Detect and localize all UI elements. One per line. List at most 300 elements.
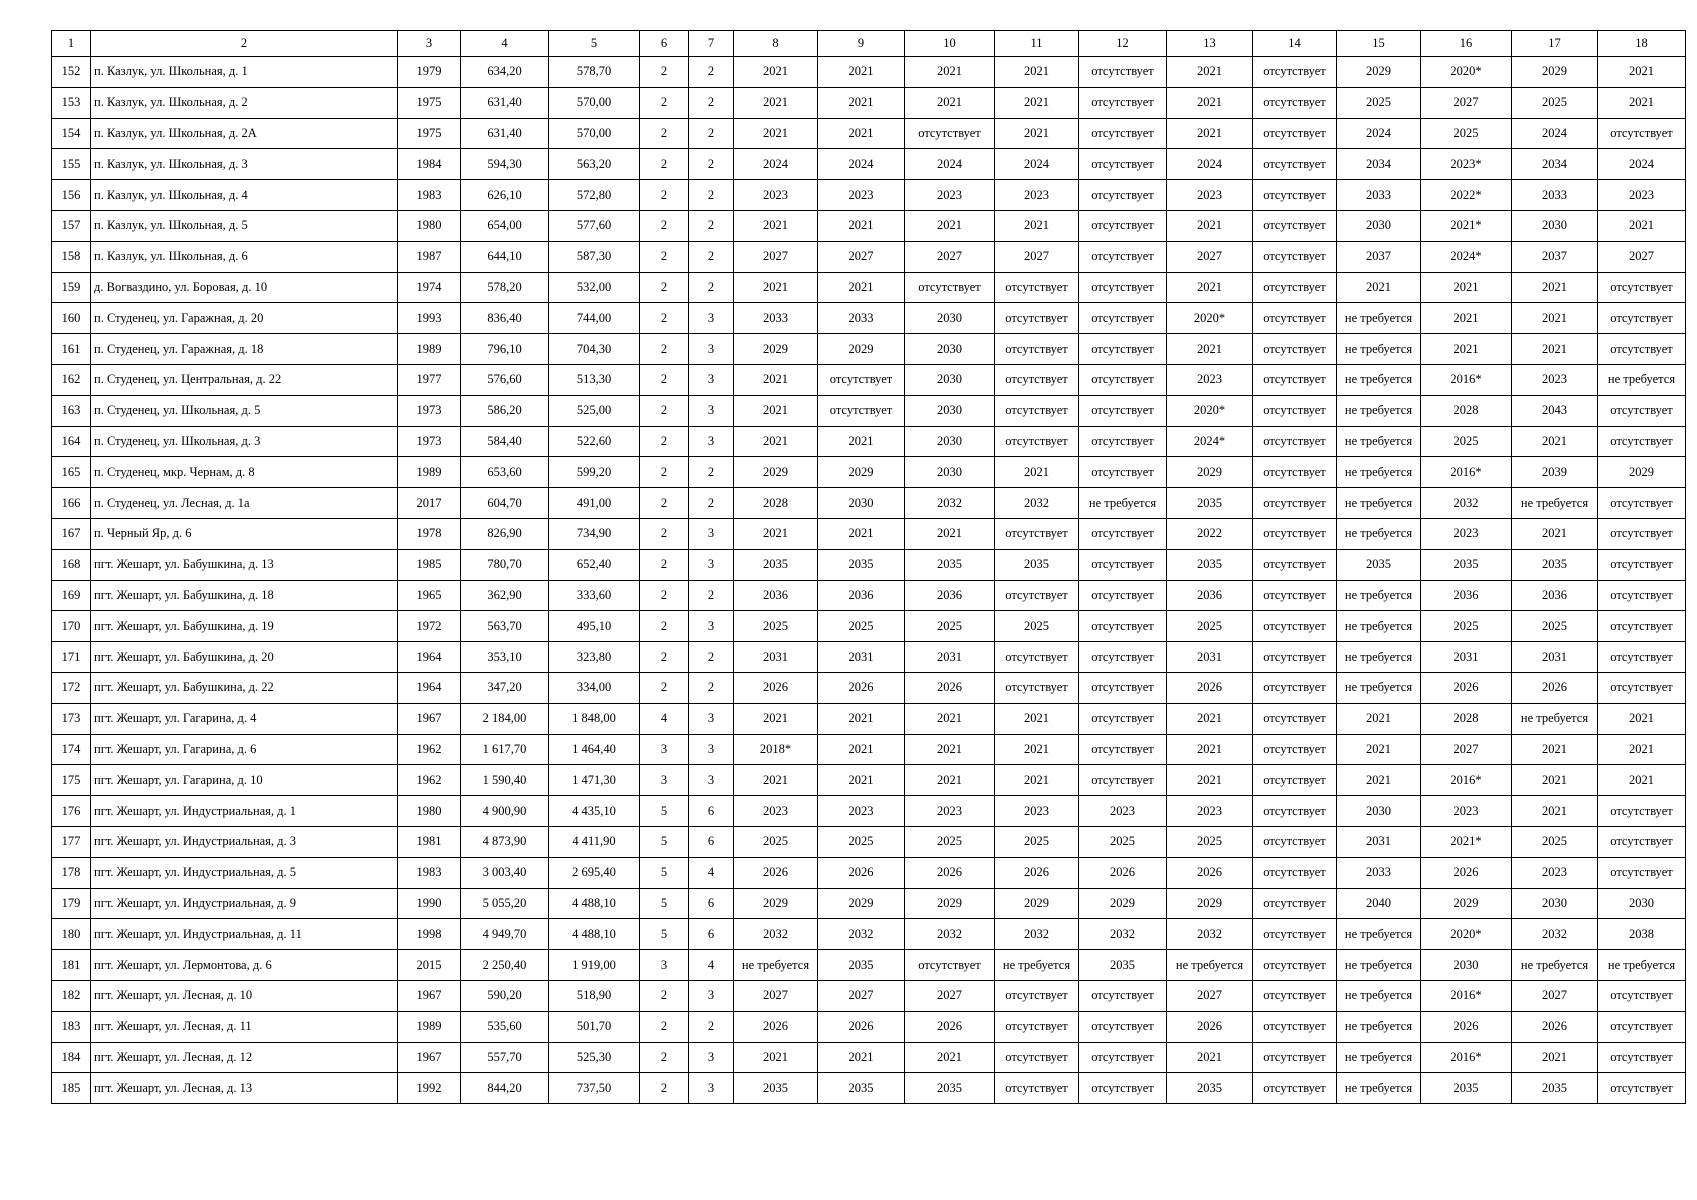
table-cell: 6	[689, 826, 734, 857]
table-cell: не требуется	[1598, 364, 1686, 395]
table-cell: 2036	[1512, 580, 1598, 611]
table-cell: отсутствует	[1079, 980, 1167, 1011]
table-cell: 3	[689, 334, 734, 365]
table-cell: 1 617,70	[461, 734, 549, 765]
table-row	[52, 950, 1686, 981]
table-cell: 1985	[398, 549, 461, 580]
table-cell: не требуется	[1337, 580, 1421, 611]
table-cell: 2029	[818, 457, 905, 488]
table-cell: 2021	[1337, 734, 1421, 765]
table-cell: 586,20	[461, 395, 549, 426]
table-cell: 2021	[1598, 703, 1686, 734]
table-cell: 2021	[995, 118, 1079, 149]
table-row	[52, 642, 1686, 673]
table-cell: отсутствует	[1253, 426, 1337, 457]
table-cell: 2	[689, 642, 734, 673]
table-cell: отсутствует	[818, 395, 905, 426]
table-cell: 3	[689, 518, 734, 549]
table-cell: 535,60	[461, 1011, 549, 1042]
table-row	[52, 703, 1686, 734]
table-cell: 2	[640, 488, 689, 519]
table-cell: 1967	[398, 703, 461, 734]
table-cell: не требуется	[1337, 919, 1421, 950]
table-cell: отсутствует	[995, 980, 1079, 1011]
column-header-10: 10	[905, 31, 995, 57]
table-cell: 2032	[1421, 488, 1512, 519]
table-cell: 1989	[398, 457, 461, 488]
table-cell: 836,40	[461, 303, 549, 334]
table-cell: отсутствует	[1079, 642, 1167, 673]
table-row	[52, 1011, 1686, 1042]
address-cell: п. Студенец, мкр. Чернам, д. 8	[91, 457, 398, 488]
table-cell: 578,20	[461, 272, 549, 303]
table-cell: 631,40	[461, 87, 549, 118]
table-cell: 2026	[1421, 1011, 1512, 1042]
table-cell: 2020*	[1167, 395, 1253, 426]
table-cell: 2021	[1167, 87, 1253, 118]
table-cell: 2025	[995, 611, 1079, 642]
table-cell: 2021	[1421, 272, 1512, 303]
table-cell: отсутствует	[995, 642, 1079, 673]
table-cell: 2021	[995, 57, 1079, 88]
table-cell: 2016*	[1421, 980, 1512, 1011]
table-cell: 2021	[818, 118, 905, 149]
table-cell: отсутствует	[1079, 272, 1167, 303]
table-cell: 1973	[398, 395, 461, 426]
table-cell: 1980	[398, 210, 461, 241]
table-cell: 1 471,30	[549, 765, 640, 796]
address-cell: п. Студенец, ул. Гаражная, д. 18	[91, 334, 398, 365]
address-cell: п. Студенец, ул. Школьная, д. 3	[91, 426, 398, 457]
table-cell: 2026	[1512, 1011, 1598, 1042]
table-cell: 744,00	[549, 303, 640, 334]
table-cell: отсутствует	[1598, 395, 1686, 426]
table-cell: отсутствует	[1598, 426, 1686, 457]
table-cell: 1983	[398, 857, 461, 888]
table-cell: отсутствует	[1598, 672, 1686, 703]
address-cell: пгт. Жешарт, ул. Гагарина, д. 6	[91, 734, 398, 765]
table-cell: 1981	[398, 826, 461, 857]
address-cell: пгт. Жешарт, ул. Бабушкина, д. 13	[91, 549, 398, 580]
address-cell: пгт. Жешарт, ул. Бабушкина, д. 19	[91, 611, 398, 642]
table-cell: 2	[640, 980, 689, 1011]
row-number-cell: 177	[52, 826, 91, 857]
table-cell: 1974	[398, 272, 461, 303]
table-cell: отсутствует	[1253, 180, 1337, 211]
table-cell: 2021	[734, 426, 818, 457]
table-cell: 653,60	[461, 457, 549, 488]
table-cell: 570,00	[549, 87, 640, 118]
table-cell: 513,30	[549, 364, 640, 395]
table-cell: 2030	[905, 334, 995, 365]
table-cell: отсутствует	[905, 272, 995, 303]
table-cell: 2030	[1512, 210, 1598, 241]
table-cell: не требуется	[1337, 518, 1421, 549]
table-row	[52, 57, 1686, 88]
table-cell: 2026	[995, 857, 1079, 888]
table-cell: 334,00	[549, 672, 640, 703]
column-header-7: 7	[689, 31, 734, 57]
table-cell: 2023	[1512, 857, 1598, 888]
table-cell: отсутствует	[1079, 1073, 1167, 1104]
table-row	[52, 1073, 1686, 1104]
table-cell: 2023	[1421, 796, 1512, 827]
table-cell: 2029	[734, 457, 818, 488]
row-number-cell: 166	[52, 488, 91, 519]
table-cell: отсутствует	[1253, 57, 1337, 88]
table-cell: 2026	[1079, 857, 1167, 888]
table-cell: 634,20	[461, 57, 549, 88]
table-cell: отсутствует	[1079, 241, 1167, 272]
table-cell: 2021	[734, 364, 818, 395]
table-cell: 5	[640, 888, 689, 919]
table-cell: отсутствует	[995, 334, 1079, 365]
table-cell: 2025	[1079, 826, 1167, 857]
table-cell: отсутствует	[995, 580, 1079, 611]
table-cell: 2030	[905, 457, 995, 488]
table-cell: 2023	[818, 180, 905, 211]
table-cell: 2030	[905, 303, 995, 334]
table-row	[52, 796, 1686, 827]
table-cell: отсутствует	[1253, 703, 1337, 734]
table-row	[52, 180, 1686, 211]
table-cell: 2034	[1512, 149, 1598, 180]
table-cell: 2	[640, 180, 689, 211]
table-cell: 2023	[995, 796, 1079, 827]
address-cell: пгт. Жешарт, ул. Бабушкина, д. 18	[91, 580, 398, 611]
table-cell: 2	[689, 118, 734, 149]
table-cell: 2025	[818, 826, 905, 857]
table-cell: 2032	[818, 919, 905, 950]
column-header-3: 3	[398, 31, 461, 57]
table-cell: 2025	[1167, 826, 1253, 857]
table-cell: 2024	[1512, 118, 1598, 149]
table-cell: отсутствует	[1253, 672, 1337, 703]
table-cell: отсутствует	[995, 303, 1079, 334]
table-cell: 2028	[734, 488, 818, 519]
table-cell: 2	[689, 457, 734, 488]
table-cell: 2021	[1512, 734, 1598, 765]
table-cell: 2024	[905, 149, 995, 180]
table-cell: 2021	[1167, 57, 1253, 88]
table-cell: отсутствует	[1253, 980, 1337, 1011]
row-number-cell: 174	[52, 734, 91, 765]
table-cell: 525,30	[549, 1042, 640, 1073]
table-cell: отсутствует	[1253, 642, 1337, 673]
table-cell: 2030	[818, 488, 905, 519]
table-cell: 2015	[398, 950, 461, 981]
table-cell: 2035	[905, 549, 995, 580]
table-cell: 2021	[818, 87, 905, 118]
table-cell: отсутствует	[1079, 87, 1167, 118]
table-cell: 2025	[734, 826, 818, 857]
table-cell: 2023	[1512, 364, 1598, 395]
table-cell: отсутствует	[1253, 580, 1337, 611]
table-cell: 604,70	[461, 488, 549, 519]
table-cell: отсутствует	[1598, 303, 1686, 334]
table-cell: 599,20	[549, 457, 640, 488]
table-cell: не требуется	[1337, 426, 1421, 457]
table-cell: 1972	[398, 611, 461, 642]
table-cell: 2026	[734, 672, 818, 703]
table-cell: 1998	[398, 919, 461, 950]
table-cell: 2023*	[1421, 149, 1512, 180]
table-cell: 2021	[818, 57, 905, 88]
table-cell: отсутствует	[1598, 549, 1686, 580]
table-cell: 734,90	[549, 518, 640, 549]
address-cell: пгт. Жешарт, ул. Индустриальная, д. 1	[91, 796, 398, 827]
table-cell: отсутствует	[1079, 426, 1167, 457]
table-cell: 1984	[398, 149, 461, 180]
address-cell: п. Студенец, ул. Гаражная, д. 20	[91, 303, 398, 334]
table-cell: отсутствует	[1253, 765, 1337, 796]
table-cell: 2021	[1598, 57, 1686, 88]
table-cell: 1983	[398, 180, 461, 211]
column-header-9: 9	[818, 31, 905, 57]
table-cell: отсутствует	[995, 364, 1079, 395]
table-row	[52, 272, 1686, 303]
table-cell: 2021	[818, 518, 905, 549]
table-cell: 2026	[734, 857, 818, 888]
address-cell: пгт. Жешарт, ул. Лесная, д. 11	[91, 1011, 398, 1042]
table-cell: отсутствует	[1253, 303, 1337, 334]
table-cell: 652,40	[549, 549, 640, 580]
table-cell: 2032	[995, 488, 1079, 519]
table-cell: 2	[640, 457, 689, 488]
table-cell: 626,10	[461, 180, 549, 211]
table-cell: 2021	[905, 1042, 995, 1073]
table-cell: 1 848,00	[549, 703, 640, 734]
column-header-15: 15	[1337, 31, 1421, 57]
row-number-cell: 175	[52, 765, 91, 796]
table-cell: 2	[689, 672, 734, 703]
table-cell: 2	[640, 303, 689, 334]
table-cell: 2020*	[1421, 919, 1512, 950]
table-cell: 2040	[1337, 888, 1421, 919]
table-cell: 2	[640, 611, 689, 642]
table-cell: 2036	[1167, 580, 1253, 611]
table-cell: не требуется	[1337, 334, 1421, 365]
table-cell: 2035	[1512, 549, 1598, 580]
address-cell: п. Студенец, ул. Школьная, д. 5	[91, 395, 398, 426]
table-cell: 2025	[818, 611, 905, 642]
table-cell: отсутствует	[1079, 364, 1167, 395]
table-cell: 2021	[818, 1042, 905, 1073]
table-cell: 2030	[905, 426, 995, 457]
table-row	[52, 888, 1686, 919]
column-number-row	[52, 31, 1686, 57]
table-cell: 2027	[905, 980, 995, 1011]
table-cell: 2036	[818, 580, 905, 611]
table-cell: 2021	[1512, 518, 1598, 549]
table-cell: отсутствует	[1079, 549, 1167, 580]
table-cell: 2024	[1167, 149, 1253, 180]
table-cell: не требуется	[1598, 950, 1686, 981]
table-cell: не требуется	[1512, 488, 1598, 519]
table-row	[52, 857, 1686, 888]
table-cell: 2029	[818, 888, 905, 919]
table-cell: 2027	[1167, 980, 1253, 1011]
table-cell: отсутствует	[1079, 303, 1167, 334]
table-cell: 2035	[818, 950, 905, 981]
table-cell: отсутствует	[1079, 765, 1167, 796]
table-cell: отсутствует	[1079, 180, 1167, 211]
table-cell: 2028	[1421, 395, 1512, 426]
table-cell: 2035	[1167, 549, 1253, 580]
table-cell: 2021	[995, 734, 1079, 765]
table-cell: 1993	[398, 303, 461, 334]
table-cell: 1964	[398, 642, 461, 673]
table-row	[52, 457, 1686, 488]
address-cell: пгт. Жешарт, ул. Лесная, д. 12	[91, 1042, 398, 1073]
table-cell: 2027	[818, 980, 905, 1011]
table-cell: 2021	[1512, 303, 1598, 334]
table-row	[52, 672, 1686, 703]
address-cell: пгт. Жешарт, ул. Бабушкина, д. 20	[91, 642, 398, 673]
row-number-cell: 185	[52, 1073, 91, 1104]
table-cell: отсутствует	[995, 518, 1079, 549]
table-cell: отсутствует	[1598, 1073, 1686, 1104]
table-cell: не требуется	[1337, 980, 1421, 1011]
table-cell: 2026	[1167, 672, 1253, 703]
table-cell: отсутствует	[1079, 118, 1167, 149]
table-cell: 654,00	[461, 210, 549, 241]
row-number-cell: 172	[52, 672, 91, 703]
table-cell: 2	[640, 580, 689, 611]
table-cell: отсутствует	[1079, 149, 1167, 180]
row-number-cell: 164	[52, 426, 91, 457]
table-cell: 2030	[1337, 796, 1421, 827]
table-cell: отсутствует	[1079, 457, 1167, 488]
table-cell: 2025	[1337, 87, 1421, 118]
table-cell: отсутствует	[1253, 364, 1337, 395]
table-cell: 594,30	[461, 149, 549, 180]
table-row	[52, 364, 1686, 395]
table-cell: 501,70	[549, 1011, 640, 1042]
table-cell: 2023	[995, 180, 1079, 211]
address-cell: пгт. Жешарт, ул. Лесная, д. 13	[91, 1073, 398, 1104]
address-cell: пгт. Жешарт, ул. Бабушкина, д. 22	[91, 672, 398, 703]
table-cell: 3	[689, 549, 734, 580]
table-cell: 4 435,10	[549, 796, 640, 827]
column-header-16: 16	[1421, 31, 1512, 57]
column-header-6: 6	[640, 31, 689, 57]
table-cell: 2029	[818, 334, 905, 365]
table-cell: 2023	[1167, 796, 1253, 827]
table-cell: 2025	[1512, 87, 1598, 118]
table-cell: 1 590,40	[461, 765, 549, 796]
row-number-cell: 180	[52, 919, 91, 950]
row-number-cell: 178	[52, 857, 91, 888]
table-cell: 2035	[734, 549, 818, 580]
table-cell: 3 003,40	[461, 857, 549, 888]
row-number-cell: 183	[52, 1011, 91, 1042]
table-cell: 4 900,90	[461, 796, 549, 827]
address-cell: п. Казлук, ул. Школьная, д. 4	[91, 180, 398, 211]
table-cell: 3	[689, 611, 734, 642]
table-cell: 2033	[1337, 857, 1421, 888]
table-cell: отсутствует	[1079, 57, 1167, 88]
table-cell: 2021	[1598, 87, 1686, 118]
table-cell: 576,60	[461, 364, 549, 395]
table-cell: не требуется	[1337, 642, 1421, 673]
column-header-4: 4	[461, 31, 549, 57]
table-cell: 2024	[995, 149, 1079, 180]
table-cell: отсутствует	[1598, 334, 1686, 365]
row-number-cell: 158	[52, 241, 91, 272]
table-cell: 2	[640, 272, 689, 303]
table-cell: 1977	[398, 364, 461, 395]
table-cell: 2021	[995, 210, 1079, 241]
table-cell: отсутствует	[1079, 518, 1167, 549]
table-cell: отсутствует	[1253, 241, 1337, 272]
table-cell: 518,90	[549, 980, 640, 1011]
table-cell: 2021	[734, 87, 818, 118]
table-row	[52, 518, 1686, 549]
table-cell: 2035	[995, 549, 1079, 580]
table-row	[52, 549, 1686, 580]
table-cell: 1 919,00	[549, 950, 640, 981]
table-row	[52, 87, 1686, 118]
table-cell: 2027	[734, 241, 818, 272]
table-cell: отсутствует	[1253, 1011, 1337, 1042]
table-cell: 2 695,40	[549, 857, 640, 888]
table-cell: 2021	[905, 87, 995, 118]
row-number-cell: 165	[52, 457, 91, 488]
table-cell: отсутствует	[1079, 1042, 1167, 1073]
table-cell: отсутствует	[1253, 826, 1337, 857]
table-cell: 2021	[1167, 703, 1253, 734]
table-cell: 2	[640, 210, 689, 241]
table-cell: 2	[640, 241, 689, 272]
table-cell: 2032	[1512, 919, 1598, 950]
address-cell: п. Студенец, ул. Центральная, д. 22	[91, 364, 398, 395]
table-cell: 2024*	[1421, 241, 1512, 272]
table-cell: отсутствует	[1253, 87, 1337, 118]
table-cell: 2023	[905, 180, 995, 211]
table-cell: отсутствует	[905, 950, 995, 981]
table-cell: 2	[640, 672, 689, 703]
table-cell: 2	[689, 210, 734, 241]
table-cell: 5	[640, 919, 689, 950]
row-number-cell: 167	[52, 518, 91, 549]
table-cell: 3	[689, 765, 734, 796]
table-cell: 2 184,00	[461, 703, 549, 734]
table-cell: 2021	[734, 57, 818, 88]
table-cell: 2	[640, 549, 689, 580]
row-number-cell: 168	[52, 549, 91, 580]
table-cell: 4 488,10	[549, 888, 640, 919]
address-cell: пгт. Жешарт, ул. Индустриальная, д. 9	[91, 888, 398, 919]
row-number-cell: 153	[52, 87, 91, 118]
table-cell: 4 411,90	[549, 826, 640, 857]
table-cell: 2	[689, 57, 734, 88]
table-cell: 6	[689, 888, 734, 919]
column-header-17: 17	[1512, 31, 1598, 57]
table-cell: 2021*	[1421, 210, 1512, 241]
table-cell: не требуется	[1167, 950, 1253, 981]
table-cell: 2031	[1421, 642, 1512, 673]
address-cell: п. Казлук, ул. Школьная, д. 1	[91, 57, 398, 88]
table-cell: 2036	[905, 580, 995, 611]
table-cell: не требуется	[1079, 488, 1167, 519]
table-cell: 2021	[1598, 734, 1686, 765]
table-cell: 2029	[995, 888, 1079, 919]
table-cell: 2035	[905, 1073, 995, 1104]
table-cell: 1987	[398, 241, 461, 272]
table-cell: 2021	[734, 1042, 818, 1073]
table-cell: 2021	[905, 518, 995, 549]
